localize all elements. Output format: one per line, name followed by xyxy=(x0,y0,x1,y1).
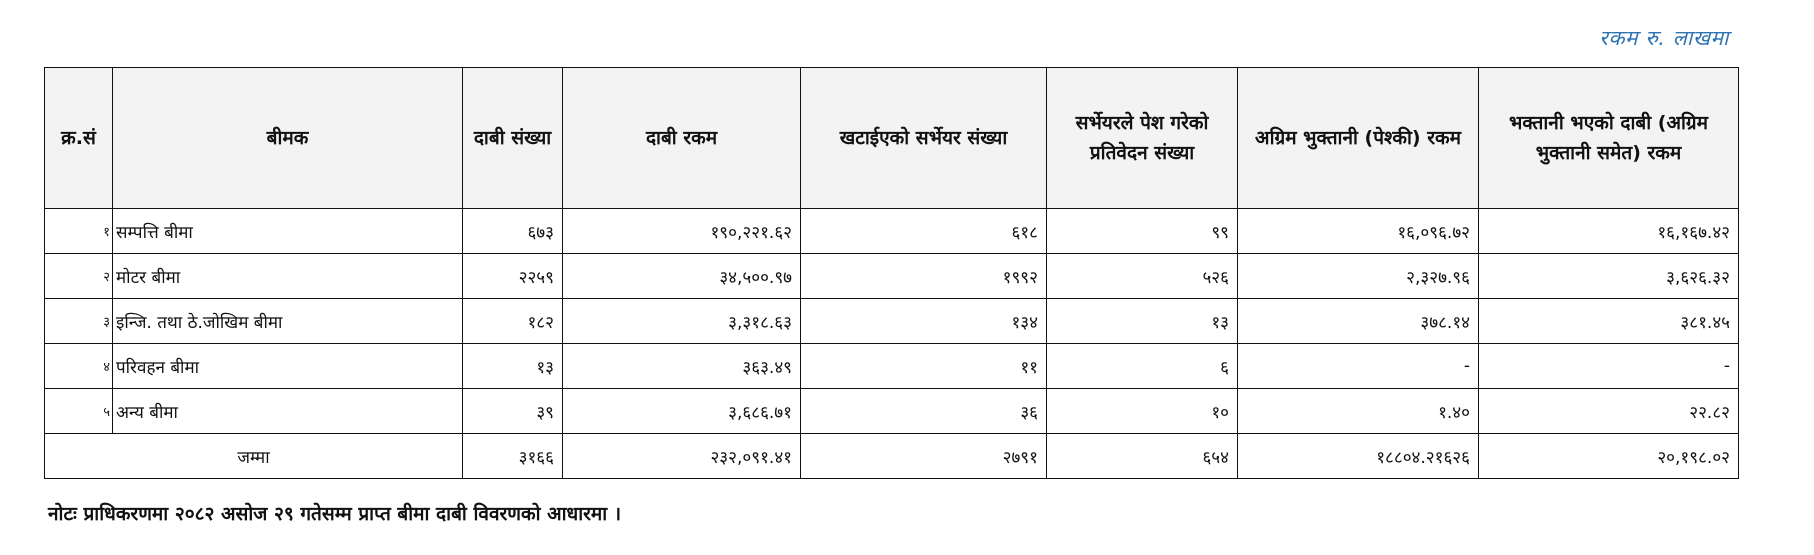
total-label: जम्मा xyxy=(45,434,463,479)
row-claim-amount: ३४,५००.९७ xyxy=(563,254,801,299)
table-body xyxy=(45,209,1739,479)
row-surveyor-count: १३४ xyxy=(801,299,1047,344)
row-insurer: इन्जि. तथा ठे.जोखिम बीमा xyxy=(113,299,463,344)
row-insurer: सम्पत्ति बीमा xyxy=(113,209,463,254)
row-report-count: ५२६ xyxy=(1047,254,1238,299)
header-claim-amount: दाबी रकम xyxy=(563,68,801,209)
header-claim-count: दाबी संख्या xyxy=(463,68,563,209)
row-claim-amount: १९०,२२१.६२ xyxy=(563,209,801,254)
row-claim-count: १८२ xyxy=(463,299,563,344)
header-sn: क्र.सं xyxy=(45,68,113,209)
row-report-count: १३ xyxy=(1047,299,1238,344)
total-report-count: ६५४ xyxy=(1047,434,1238,479)
row-paid-amount: - xyxy=(1479,344,1739,389)
header-advance-amount: अग्रिम भुक्तानी (पेश्की) रकम xyxy=(1238,68,1479,209)
row-surveyor-count: १९९२ xyxy=(801,254,1047,299)
row-sn: ५ xyxy=(45,389,113,434)
row-report-count: १० xyxy=(1047,389,1238,434)
unit-label: रकम रु. लाखमा xyxy=(1599,26,1729,50)
row-claim-amount: ३,६८६.७१ xyxy=(563,389,801,434)
total-advance-amount: १८८०४.२१६२६ xyxy=(1238,434,1479,479)
row-paid-amount: ३,६२६.३२ xyxy=(1479,254,1739,299)
row-advance-amount: १६,०९६.७२ xyxy=(1238,209,1479,254)
row-surveyor-count: ११ xyxy=(801,344,1047,389)
row-paid-amount: २२.८२ xyxy=(1479,389,1739,434)
table-row xyxy=(45,299,1739,344)
row-claim-count: १३ xyxy=(463,344,563,389)
header-insurer: बीमक xyxy=(113,68,463,209)
footnote: नोटः प्राधिकरणमा २०८२ असोज २९ गतेसम्म प्राप्त बीमा दाबी विवरणको आधारमा । xyxy=(48,503,622,525)
total-surveyor-count: २७९१ xyxy=(801,434,1047,479)
row-paid-amount: ३८१.४५ xyxy=(1479,299,1739,344)
row-insurer: मोटर बीमा xyxy=(113,254,463,299)
row-surveyor-count: ६१८ xyxy=(801,209,1047,254)
row-advance-amount: १.४० xyxy=(1238,389,1479,434)
table-row xyxy=(45,209,1739,254)
table-row xyxy=(45,254,1739,299)
row-sn: १ xyxy=(45,209,113,254)
row-insurer: अन्य बीमा xyxy=(113,389,463,434)
table-header xyxy=(45,68,1739,209)
row-report-count: ६ xyxy=(1047,344,1238,389)
total-claim-amount: २३२,०९१.४१ xyxy=(563,434,801,479)
row-claim-count: २२५९ xyxy=(463,254,563,299)
row-insurer: परिवहन बीमा xyxy=(113,344,463,389)
row-paid-amount: १६,१६७.४२ xyxy=(1479,209,1739,254)
row-advance-amount: - xyxy=(1238,344,1479,389)
claims-table xyxy=(44,67,1739,479)
row-claim-count: ६७३ xyxy=(463,209,563,254)
header-row xyxy=(45,68,1739,209)
total-paid-amount: २०,१९८.०२ xyxy=(1479,434,1739,479)
header-surveyor-count: खटाईएको सर्भेयर संख्या xyxy=(801,68,1047,209)
row-claim-amount: ३,३१८.६३ xyxy=(563,299,801,344)
row-claim-amount: ३६३.४९ xyxy=(563,344,801,389)
total-claim-count: ३१६६ xyxy=(463,434,563,479)
row-claim-count: ३९ xyxy=(463,389,563,434)
table-row xyxy=(45,389,1739,434)
row-report-count: ९९ xyxy=(1047,209,1238,254)
header-report-count: सर्भेयरले पेश गरेको प्रतिवेदन संख्या xyxy=(1047,68,1238,209)
row-advance-amount: ३७८.१४ xyxy=(1238,299,1479,344)
table-row xyxy=(45,344,1739,389)
row-sn: २ xyxy=(45,254,113,299)
row-sn: ३ xyxy=(45,299,113,344)
row-surveyor-count: ३६ xyxy=(801,389,1047,434)
row-sn: ४ xyxy=(45,344,113,389)
total-row xyxy=(45,434,1739,479)
row-advance-amount: २,३२७.९६ xyxy=(1238,254,1479,299)
header-paid-amount: भक्तानी भएको दाबी (अग्रिम भुक्तानी समेत) रकम xyxy=(1479,68,1739,209)
